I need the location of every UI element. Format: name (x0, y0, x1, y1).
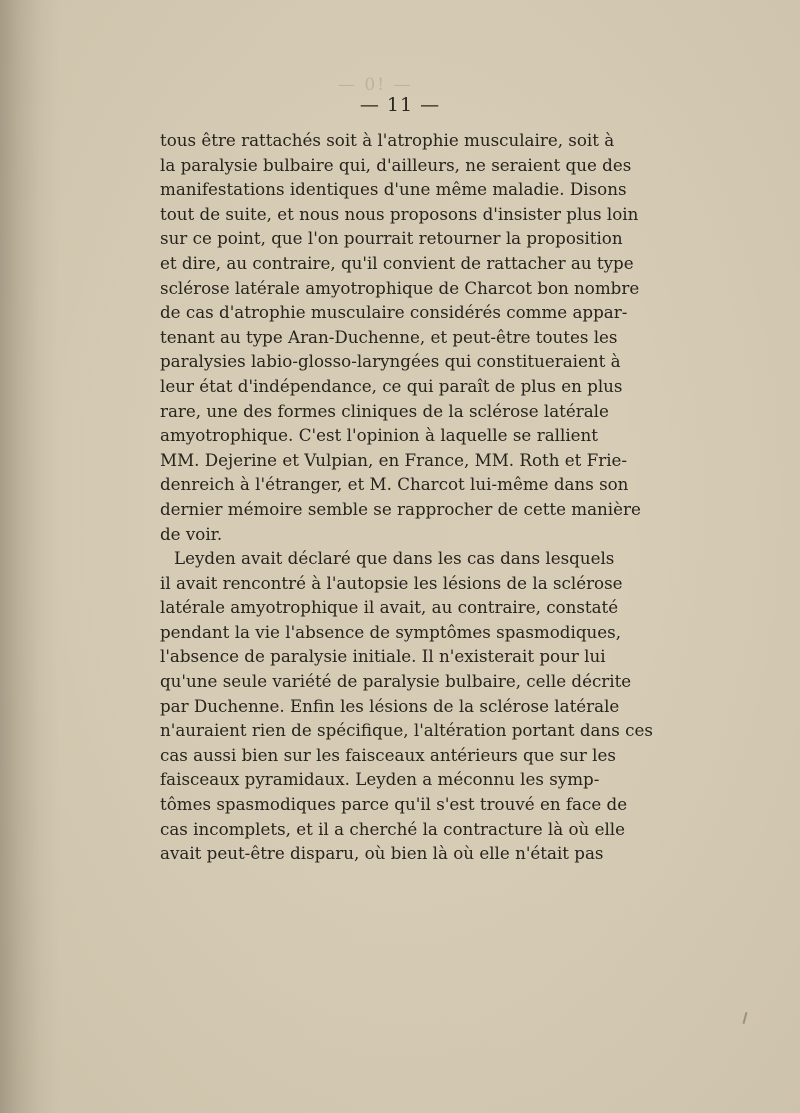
text-line: sclérose latérale amyotrophique de Charcot bon nombre (160, 277, 640, 298)
text-line: qu'une seule variété de paralysie bulbaire, celle décrite (160, 671, 632, 692)
margin-mark (742, 1012, 747, 1024)
text-line: il avait rencontré à l'autopsie les lésions de la sclérose (160, 572, 623, 593)
text-line: avait peut-être disparu, où bien là où elle n'était pas (160, 843, 604, 864)
text-line: dernier mémoire semble se rapprocher de cette manière (160, 498, 641, 519)
page-number: — 11 — (359, 94, 441, 116)
text-line: rare, une des formes cliniques de la sclérose latérale (160, 400, 609, 421)
text-line: tous être rattachés soit à l'atrophie musculaire, soit à (160, 130, 615, 150)
body-text (160, 128, 653, 866)
bleed-through-page-number: — 0! — (338, 75, 413, 95)
text-line: tenant au type Aran-Duchenne, et peut-être toutes les (160, 326, 618, 347)
text-line: faisceaux pyramidaux. Leyden a méconnu les symp- (160, 769, 600, 790)
text-line: sur ce point, que l'on pourrait retourner la proposition (160, 228, 623, 249)
text-line: cas incomplets, et il a cherché la contracture là où elle (160, 818, 626, 839)
text-line: MM. Dejerine et Vulpian, en France, MM. Roth et Frie- (160, 449, 628, 470)
text-line: tômes spasmodiques parce qu'il s'est trouvé en face de (160, 794, 628, 815)
text-line: par Duchenne. Enfin les lésions de la sclérose latérale (160, 695, 620, 716)
text-line: n'auraient rien de spécifique, l'altération portant dans ces (160, 720, 653, 741)
text-line: latérale amyotrophique il avait, au contraire, constaté (160, 597, 619, 618)
text-line: de cas d'atrophie musculaire considérés comme appar- (160, 302, 628, 323)
text-line: et dire, au contraire, qu'il convient de rattacher au type (160, 252, 634, 273)
text-line: amyotrophique. C'est l'opinion à laquelle se rallient (160, 425, 598, 446)
text-line: la paralysie bulbaire qui, d'ailleurs, ne seraient que des (160, 154, 632, 175)
text-line: de voir. (160, 523, 223, 544)
text-line: Leyden avait déclaré que dans les cas dans lesquels (174, 548, 615, 569)
text-line: pendant la vie l'absence de symptômes spasmodiques, (160, 621, 622, 642)
text-line: cas aussi bien sur les faisceaux antérieurs que sur les (160, 744, 616, 765)
text-line: tout de suite, et nous nous proposons d'insister plus loin (160, 203, 639, 224)
text-line: denreich à l'étranger, et M. Charcot lui-même dans son (160, 474, 629, 495)
text-line: leur état d'indépendance, ce qui paraît de plus en plus (160, 375, 623, 396)
text-line: manifestations identiques d'une même maladie. Disons (160, 179, 627, 200)
text-line: paralysies labio-glosso-laryngées qui constitueraient à (160, 351, 621, 372)
text-line: l'absence de paralysie initiale. Il n'existerait pour lui (160, 646, 606, 667)
